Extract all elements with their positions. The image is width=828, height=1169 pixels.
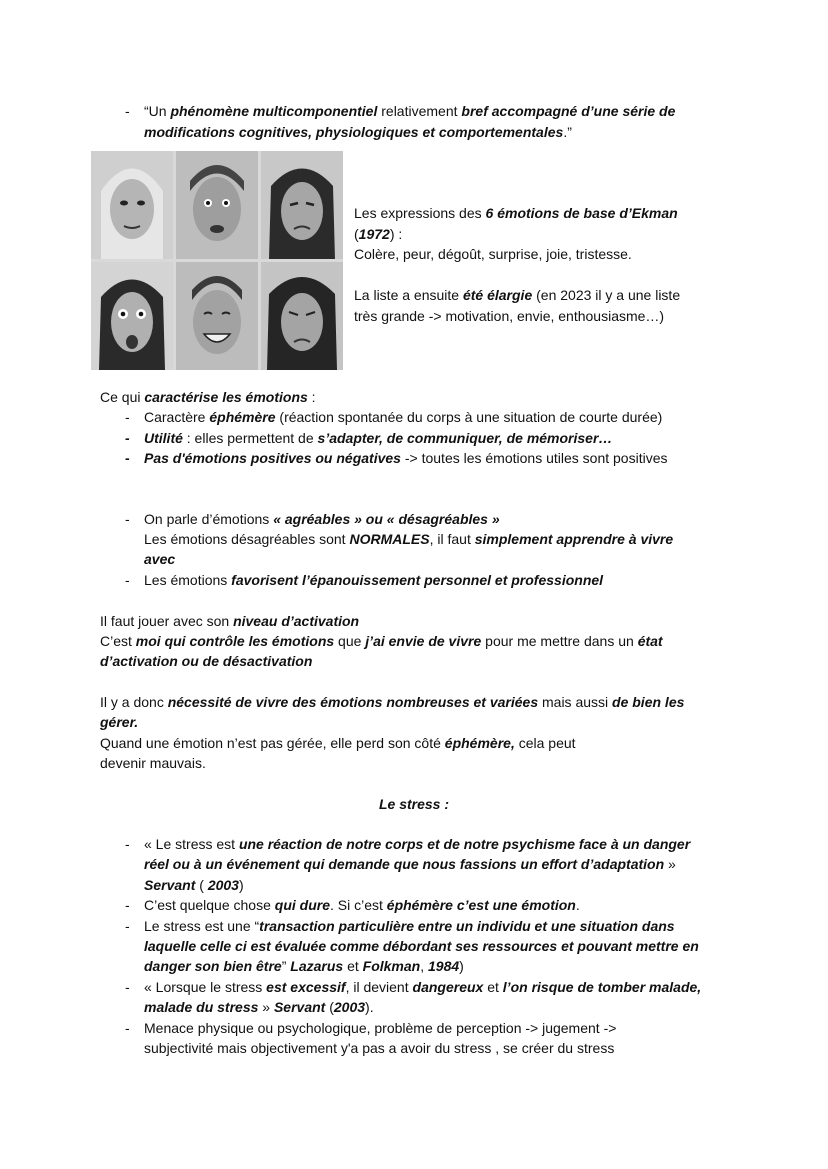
text-run: Quand une émotion n’est pas gérée, elle perd son côté <box>100 735 445 751</box>
face-joy <box>176 262 258 370</box>
face-portrait-icon <box>176 151 258 259</box>
text-run: Folkman <box>362 958 421 974</box>
text-run: « Lorsque le stress <box>144 979 267 995</box>
text-run: simplement apprendre à vivre <box>474 531 674 547</box>
text-run: niveau d’activation <box>233 613 360 629</box>
text-run: qui dure <box>274 897 330 913</box>
text-run: : elles permettent de <box>182 430 318 446</box>
text-run: Menace physique ou psychologique, problème de perception -> jugement -> <box>144 1020 617 1036</box>
text-run: Pas d'émotions positives ou négatives <box>144 450 401 466</box>
text-run: favorisent l’épanouissement personnel et professionnel <box>231 572 604 588</box>
text-run: -> toutes les émotions utiles sont positives <box>400 450 668 466</box>
text-run: Les émotions <box>144 572 232 588</box>
stress-bullet-3b <box>144 936 699 957</box>
text-run: Lazarus <box>290 958 344 974</box>
bullet-dash: - <box>125 1020 130 1036</box>
text-run: j’ai envie de vivre <box>365 633 482 649</box>
activation-line-1 <box>100 611 359 632</box>
char-bullet-utilite <box>144 428 612 449</box>
text-run: » <box>258 999 274 1015</box>
activation-line-3 <box>100 651 312 672</box>
stress-bullet-4b <box>144 997 374 1018</box>
text-run: danger son bien être <box>144 958 282 974</box>
char-bullet-avec <box>144 549 175 570</box>
bullet-dash: - <box>125 103 130 119</box>
bullet-dash: - <box>125 409 130 425</box>
bullet-dash: - <box>125 572 130 588</box>
text-run: devenir mauvais. <box>100 755 206 771</box>
text-run: La liste a ensuite <box>354 287 463 303</box>
text-run: Les expressions des <box>354 205 486 221</box>
stress-bullet-4a <box>144 977 701 998</box>
text-run: ” <box>281 958 291 974</box>
bullet-dash: - <box>125 918 130 934</box>
text-run: Colère, peur, dégoût, surprise, joie, tristesse. <box>354 246 632 262</box>
bullet-dash: - <box>125 836 130 852</box>
necessity-line-4 <box>100 753 206 774</box>
text-run: ( <box>195 877 208 893</box>
ekman-line-5 <box>354 306 664 327</box>
text-run: C’est quelque chose <box>144 897 275 913</box>
text-run: éphémère c’est une émotion <box>386 897 576 913</box>
char-bullet-epanouissement <box>144 570 603 591</box>
face-anger <box>91 151 173 259</box>
text-run: ) : <box>389 226 403 242</box>
stress-bullet-3a <box>144 916 675 937</box>
face-surprise <box>91 262 173 370</box>
ekman-line-2 <box>354 224 402 245</box>
text-run: 1972 <box>358 226 390 242</box>
text-run: ( <box>325 999 334 1015</box>
face-portrait-icon <box>91 262 173 370</box>
text-run: est excessif <box>266 979 346 995</box>
text-run: et <box>343 958 363 974</box>
necessity-line-1 <box>100 692 684 713</box>
text-run: cela peut <box>514 735 576 751</box>
text-run: Il faut jouer avec son <box>100 613 234 629</box>
face-portrait-icon <box>261 151 343 259</box>
text-run: nécessité de vivre des émotions nombreuses et variées <box>167 694 539 710</box>
text-run: 1984 <box>428 958 460 974</box>
text-run: Servant <box>273 999 326 1015</box>
text-run: état <box>637 633 663 649</box>
text-run: , <box>420 958 429 974</box>
text-run: et <box>483 979 503 995</box>
text-run: s’adapter, de communiquer, de mémoriser… <box>317 430 613 446</box>
text-run: 2003 <box>333 999 366 1015</box>
char-bullet-normales <box>144 529 673 550</box>
text-run: éphémère, <box>444 735 515 751</box>
text-run: moi qui contrôle les émotions <box>135 633 335 649</box>
face-sadness <box>261 262 343 370</box>
text-run: “Un <box>144 103 171 119</box>
stress-bullet-1a <box>144 834 690 855</box>
text-run: Le stress est une “ <box>144 918 260 934</box>
text-run: .” <box>563 124 572 140</box>
text-run: une réaction de notre corps et de notre psychisme face à un danger <box>238 836 691 852</box>
text-run: mais aussi <box>538 694 613 710</box>
stress-bullet-5b <box>144 1038 614 1059</box>
text-run: été élargie <box>462 287 533 303</box>
text-run: Il y a donc <box>100 694 168 710</box>
text-run: , il faut <box>429 531 475 547</box>
text-run: On parle d’émotions <box>144 511 274 527</box>
text-run: 2003 <box>207 877 239 893</box>
text-run: ( <box>354 226 359 242</box>
stress-bullet-3c <box>144 956 464 977</box>
char-bullet-ephemere <box>144 407 662 428</box>
text-run: . <box>575 897 580 913</box>
text-run: gérer. <box>100 714 139 730</box>
bullet-dash: - <box>125 450 130 466</box>
text-run: relativement <box>377 103 462 119</box>
face-portrait-icon <box>261 262 343 370</box>
text-run: bref accompagné d’une série de <box>461 103 676 119</box>
intro-line-2 <box>144 122 572 143</box>
text-run: éphémère <box>209 409 276 425</box>
bullet-dash: - <box>125 511 130 527</box>
bullet-dash: - <box>125 430 130 446</box>
text-run: ) <box>459 958 464 974</box>
text-run: que <box>334 633 366 649</box>
text-run: malade du stress <box>144 999 259 1015</box>
text-run: , il devient <box>345 979 413 995</box>
text-run: de bien les <box>612 694 685 710</box>
stress-bullet-1c <box>144 875 244 896</box>
ekman-line-3 <box>354 244 632 265</box>
bullet-dash: - <box>125 979 130 995</box>
text-run: ) <box>238 877 244 893</box>
text-run: « agréables » ou « désagréables » <box>273 511 500 527</box>
text-run: ). <box>365 999 374 1015</box>
intro-line-1 <box>144 101 675 122</box>
text-run: avec <box>144 551 176 567</box>
text-run: subjectivité mais objectivement y'a pas a avoir du stress , se créer du stress <box>144 1040 615 1056</box>
text-run: l’on risque de tomber malade, <box>502 979 702 995</box>
bullet-dash: - <box>125 897 130 913</box>
face-disgust <box>261 151 343 259</box>
text-run: Servant <box>144 877 196 893</box>
text-run: très grande -> motivation, envie, enthousiasme…) <box>354 308 665 324</box>
face-portrait-icon <box>91 151 173 259</box>
ekman-faces-photo <box>91 151 343 370</box>
activation-line-2 <box>100 631 663 652</box>
stress-title: Le stress : <box>378 796 450 812</box>
text-run: laquelle celle ci est évaluée comme débordant ses ressources et pouvant mettre en <box>144 938 699 954</box>
text-run: : <box>307 389 316 405</box>
text-run: d’activation ou de désactivation <box>100 653 313 669</box>
text-run: réel ou à un événement qui demande que nous fassions un effort d’adaptation <box>144 856 665 872</box>
text-run: C’est <box>100 633 136 649</box>
text-run: Utilité <box>144 430 183 446</box>
text-run: pour me mettre dans un <box>481 633 638 649</box>
text-run: NORMALES <box>349 531 430 547</box>
text-run: dangereux <box>412 979 484 995</box>
text-run: caractérise les émotions <box>144 389 308 405</box>
necessity-line-2 <box>100 712 138 733</box>
characteristics-heading <box>100 387 316 408</box>
stress-bullet-2 <box>144 895 580 916</box>
text-run: Ce qui <box>100 389 145 405</box>
text-run: transaction particulière entre un individu et une situation dans <box>259 918 675 934</box>
text-run: . Si c’est <box>330 897 387 913</box>
text-run: (en 2023 il y a une liste <box>532 287 681 303</box>
ekman-line-1 <box>354 203 678 224</box>
char-bullet-agreables <box>144 509 500 530</box>
ekman-line-4 <box>354 285 680 306</box>
text-run: 6 émotions de base d’Ekman <box>485 205 678 221</box>
stress-bullet-1b <box>144 854 676 875</box>
text-run: Caractère <box>144 409 210 425</box>
text-run: phénomène multicomponentiel <box>170 103 378 119</box>
text-run: « Le stress est <box>144 836 239 852</box>
char-bullet-positive <box>144 448 668 469</box>
text-run: » <box>664 856 676 872</box>
face-portrait-icon <box>176 262 258 370</box>
text-run: (réaction spontanée du corps à une situation de courte durée) <box>275 409 663 425</box>
face-fear <box>176 151 258 259</box>
stress-bullet-5a <box>144 1018 616 1039</box>
text-run: Les émotions désagréables sont <box>144 531 350 547</box>
necessity-line-3 <box>100 733 576 754</box>
text-run: modifications cognitives, physiologiques et comportementales <box>144 124 564 140</box>
